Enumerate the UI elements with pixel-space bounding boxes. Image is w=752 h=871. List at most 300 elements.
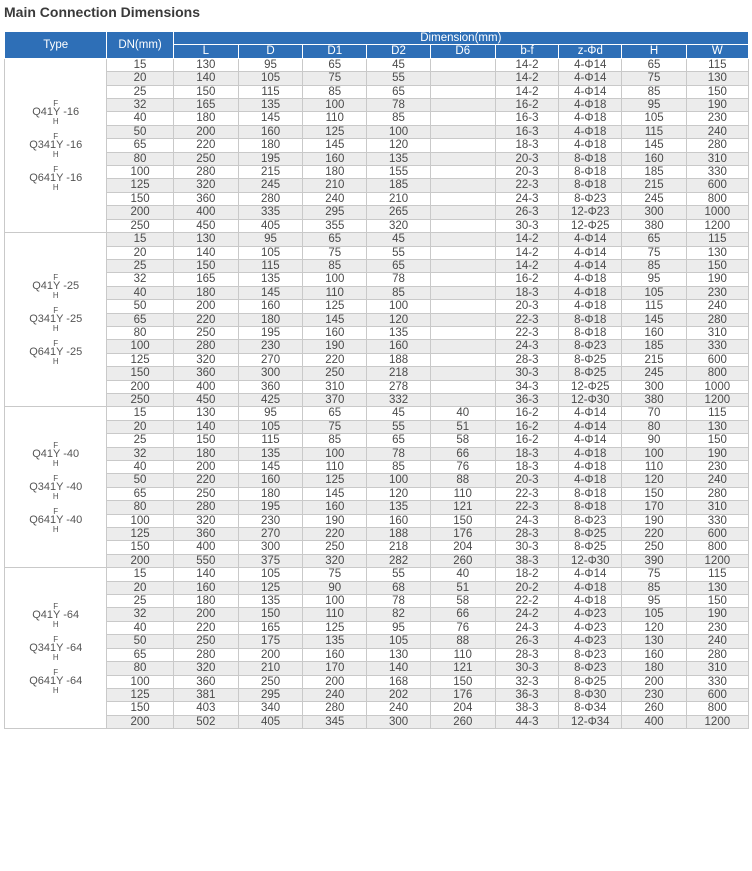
model-main: Q341Y -64	[29, 641, 83, 654]
dimension-cell: 75	[622, 568, 686, 581]
table-row	[5, 353, 749, 366]
dimension-cell: 218	[367, 367, 430, 380]
dimension-cell: 150	[173, 434, 238, 447]
dimension-cell	[430, 367, 495, 380]
dn-cell: 65	[107, 313, 173, 326]
dimension-cell: 8-Φ25	[559, 541, 622, 554]
dimension-cell: 4-Φ14	[559, 434, 622, 447]
dimension-cell: 180	[238, 139, 302, 152]
dimension-cell: 450	[173, 219, 238, 232]
dimension-cell: 76	[430, 621, 495, 634]
dimension-cell: 20-3	[495, 300, 558, 313]
dimension-cell: 260	[622, 702, 686, 715]
dimension-cell: 210	[367, 192, 430, 205]
dimension-cell: 18-3	[495, 139, 558, 152]
table-row	[5, 501, 749, 514]
dimension-cell: 24-3	[495, 514, 558, 527]
dimension-cell: 135	[367, 501, 430, 514]
model-sub: H	[52, 182, 59, 192]
dimension-cell: 125	[303, 474, 367, 487]
table-row	[5, 688, 749, 701]
dimension-cell: 215	[238, 166, 302, 179]
table-row	[5, 192, 749, 205]
dimension-cell: 160	[367, 340, 430, 353]
dn-cell: 25	[107, 259, 173, 272]
dimension-cell: 115	[238, 434, 302, 447]
table-row	[5, 420, 749, 433]
dimension-cell: 405	[238, 715, 302, 728]
dimension-cell: 66	[430, 447, 495, 460]
dimension-cell: 195	[238, 152, 302, 165]
dimension-cell: 115	[238, 259, 302, 272]
dimension-cell: 115	[238, 85, 302, 98]
dimension-cell: 8-Φ25	[559, 675, 622, 688]
dimension-cell: 250	[173, 152, 238, 165]
dimension-cell: 210	[303, 179, 367, 192]
dimension-cell: 100	[303, 447, 367, 460]
dn-cell: 250	[107, 219, 173, 232]
dimension-cell: 121	[430, 662, 495, 675]
dimension-cell: 280	[686, 648, 748, 661]
dimension-cell: 100	[303, 99, 367, 112]
table-row	[5, 286, 749, 299]
dimension-cell: 65	[622, 58, 686, 71]
dimension-cell: 16-2	[495, 407, 558, 420]
dimension-cell: 280	[303, 702, 367, 715]
dimension-cell	[430, 219, 495, 232]
dn-cell: 40	[107, 621, 173, 634]
dimension-cell: 185	[367, 179, 430, 192]
dimension-cell: 95	[367, 621, 430, 634]
dimension-cell: 78	[367, 447, 430, 460]
dimension-cell: 76	[430, 461, 495, 474]
dimension-cell: 188	[367, 528, 430, 541]
dimension-cell: 24-2	[495, 608, 558, 621]
dimension-cell: 140	[173, 568, 238, 581]
dimension-cell: 600	[686, 179, 748, 192]
dimension-cell: 22-3	[495, 487, 558, 500]
dn-cell: 100	[107, 166, 173, 179]
dimension-cell: 370	[303, 393, 367, 406]
dimension-cell: 135	[238, 99, 302, 112]
dimension-cell: 380	[622, 219, 686, 232]
dimension-cell: 185	[622, 340, 686, 353]
dimension-cell	[430, 85, 495, 98]
dimension-cell: 250	[303, 367, 367, 380]
dimension-cell: 155	[367, 166, 430, 179]
dimension-cell: 115	[686, 233, 748, 246]
column-header: L	[173, 45, 238, 58]
dimension-cell: 115	[686, 58, 748, 71]
model-sub: H	[52, 619, 59, 629]
dimension-cell: 355	[303, 219, 367, 232]
dimension-cell: 16-3	[495, 112, 558, 125]
dn-cell: 20	[107, 420, 173, 433]
dimension-cell: 20-3	[495, 166, 558, 179]
table-row	[5, 99, 749, 112]
dimension-cell: 110	[430, 648, 495, 661]
dimension-cell: 8-Φ23	[559, 340, 622, 353]
dimension-cell: 345	[303, 715, 367, 728]
dimension-cell: 400	[173, 206, 238, 219]
dimension-cell: 160	[303, 152, 367, 165]
dimension-cell: 165	[173, 99, 238, 112]
dimension-cell: 105	[367, 635, 430, 648]
dimension-cell: 85	[367, 286, 430, 299]
dimension-cell: 14-2	[495, 72, 558, 85]
model-name	[5, 669, 106, 694]
dn-cell: 25	[107, 85, 173, 98]
dimension-cell: 140	[173, 72, 238, 85]
dimension-cell: 550	[173, 554, 238, 567]
dn-cell: 150	[107, 367, 173, 380]
dimension-cell	[430, 259, 495, 272]
dimension-cell: 204	[430, 702, 495, 715]
dimension-cell: 1200	[686, 715, 748, 728]
dimension-cell: 36-3	[495, 393, 558, 406]
dimension-cell: 20-3	[495, 152, 558, 165]
dn-cell: 65	[107, 648, 173, 661]
dimension-cell: 245	[622, 192, 686, 205]
dimension-cell: 190	[686, 99, 748, 112]
dn-cell: 25	[107, 434, 173, 447]
model-sup: F	[53, 273, 59, 283]
dimension-cell: 240	[303, 688, 367, 701]
dimension-cell: 130	[173, 233, 238, 246]
dimension-cell: 160	[238, 125, 302, 138]
dimension-cell: 75	[622, 246, 686, 259]
dimension-cell: 360	[173, 528, 238, 541]
table-row	[5, 233, 749, 246]
dimension-cell: 150	[430, 514, 495, 527]
dimension-cell: 300	[622, 380, 686, 393]
dimension-cell: 18-3	[495, 286, 558, 299]
dimension-cell: 100	[622, 447, 686, 460]
dimension-cell: 85	[303, 85, 367, 98]
table-row	[5, 246, 749, 259]
model-sub: H	[52, 652, 59, 662]
dimension-cell: 310	[303, 380, 367, 393]
dimension-cell: 55	[367, 72, 430, 85]
dimension-cell: 176	[430, 688, 495, 701]
dn-cell: 200	[107, 206, 173, 219]
dimension-cell	[430, 246, 495, 259]
dimension-cell: 30-3	[495, 219, 558, 232]
dimension-cell: 4-Φ18	[559, 125, 622, 138]
dimension-cell: 330	[686, 514, 748, 527]
dimension-cell: 12-Φ30	[559, 554, 622, 567]
dimension-cell: 200	[173, 461, 238, 474]
dn-cell: 20	[107, 72, 173, 85]
dn-cell: 32	[107, 608, 173, 621]
dimension-cell: 110	[303, 608, 367, 621]
model-main: Q341Y -16	[29, 138, 83, 151]
dimension-cell: 1200	[686, 554, 748, 567]
dimension-cell: 8-Φ23	[559, 514, 622, 527]
dimension-cell: 600	[686, 528, 748, 541]
dimension-cell: 190	[303, 340, 367, 353]
dimension-cell: 105	[622, 286, 686, 299]
dimension-cell: 265	[367, 206, 430, 219]
dimension-cell: 8-Φ18	[559, 326, 622, 339]
dimension-cell: 240	[303, 192, 367, 205]
dn-cell: 15	[107, 568, 173, 581]
dimension-cell: 200	[303, 675, 367, 688]
dimension-cell: 78	[367, 595, 430, 608]
dimension-cell: 332	[367, 393, 430, 406]
dimension-cell: 75	[622, 72, 686, 85]
dimension-cell: 130	[686, 420, 748, 433]
dimension-cell: 4-Φ14	[559, 420, 622, 433]
dn-cell: 80	[107, 501, 173, 514]
table-row	[5, 206, 749, 219]
dimension-cell: 22-3	[495, 501, 558, 514]
dimension-cell: 160	[622, 152, 686, 165]
dimension-cell: 75	[303, 72, 367, 85]
dimension-cell: 145	[238, 112, 302, 125]
dimension-cell: 240	[686, 300, 748, 313]
dimension-cell: 800	[686, 702, 748, 715]
dimension-cell: 95	[238, 58, 302, 71]
dimension-cell: 100	[367, 474, 430, 487]
dimension-cell: 310	[686, 326, 748, 339]
dimension-cell: 40	[430, 568, 495, 581]
dimension-cell: 8-Φ18	[559, 179, 622, 192]
dn-cell: 50	[107, 125, 173, 138]
dimension-cell	[430, 326, 495, 339]
column-header: D	[238, 45, 302, 58]
dimension-cell: 278	[367, 380, 430, 393]
dimension-cell: 120	[622, 621, 686, 634]
dimension-cell: 4-Φ18	[559, 300, 622, 313]
dimension-cell: 300	[238, 541, 302, 554]
dn-cell: 50	[107, 300, 173, 313]
dn-cell: 125	[107, 179, 173, 192]
dimension-cell: 45	[367, 233, 430, 246]
model-name	[5, 307, 106, 332]
dimension-cell: 105	[622, 608, 686, 621]
column-header: D6	[430, 45, 495, 58]
dimension-cell: 190	[686, 447, 748, 460]
dimension-cell: 90	[303, 581, 367, 594]
dimension-cell: 120	[367, 313, 430, 326]
dimension-cell: 150	[430, 675, 495, 688]
dimension-cell: 250	[173, 635, 238, 648]
dimension-cell: 150	[686, 85, 748, 98]
dn-cell: 25	[107, 595, 173, 608]
dn-cell: 150	[107, 192, 173, 205]
dimension-cell: 8-Φ23	[559, 192, 622, 205]
dimension-cell: 4-Φ23	[559, 608, 622, 621]
dimension-cell: 120	[367, 139, 430, 152]
table-row	[5, 58, 749, 71]
table-row	[5, 179, 749, 192]
dimension-cell	[430, 99, 495, 112]
dimension-cell: 8-Φ18	[559, 487, 622, 500]
dn-cell: 200	[107, 380, 173, 393]
dimension-cell: 160	[238, 300, 302, 313]
column-header: b-f	[495, 45, 558, 58]
dimension-cell	[430, 139, 495, 152]
table-row	[5, 340, 749, 353]
dimension-cell: 160	[303, 501, 367, 514]
table-row	[5, 166, 749, 179]
dimension-cell: 4-Φ18	[559, 139, 622, 152]
dimension-cell: 340	[238, 702, 302, 715]
table-header	[5, 32, 749, 59]
table-row	[5, 259, 749, 272]
table-row	[5, 581, 749, 594]
dimension-cell: 135	[238, 595, 302, 608]
dimension-cell: 230	[686, 621, 748, 634]
dn-cell: 150	[107, 702, 173, 715]
dimensions-table	[4, 31, 749, 729]
dn-cell: 32	[107, 99, 173, 112]
dimension-cell: 160	[622, 648, 686, 661]
dimension-cell: 150	[686, 259, 748, 272]
dimension-cell: 14-2	[495, 233, 558, 246]
dimension-cell: 8-Φ18	[559, 166, 622, 179]
dimension-cell: 1000	[686, 206, 748, 219]
dimension-cell: 160	[622, 326, 686, 339]
dimension-cell: 4-Φ18	[559, 286, 622, 299]
dimension-cell: 425	[238, 393, 302, 406]
dimension-cell: 190	[686, 608, 748, 621]
dimension-cell: 8-Φ25	[559, 353, 622, 366]
dimension-cell: 165	[238, 621, 302, 634]
dimension-cell: 160	[238, 474, 302, 487]
table-row	[5, 219, 749, 232]
dimension-cell: 70	[622, 407, 686, 420]
dimension-cell: 20-3	[495, 474, 558, 487]
dimension-cell: 188	[367, 353, 430, 366]
dimension-cell: 220	[173, 621, 238, 634]
table-row	[5, 702, 749, 715]
dimension-cell: 200	[173, 608, 238, 621]
model-main: Q641Y -16	[29, 171, 83, 184]
dimension-cell: 280	[686, 487, 748, 500]
dimension-cell	[430, 72, 495, 85]
model-sub: H	[52, 291, 59, 301]
dimension-cell: 65	[622, 233, 686, 246]
dimension-cell: 115	[622, 125, 686, 138]
dn-cell: 200	[107, 715, 173, 728]
dimension-cell: 185	[622, 166, 686, 179]
dimension-cell	[430, 313, 495, 326]
dimension-cell: 88	[430, 635, 495, 648]
model-sub: H	[52, 116, 59, 126]
dimension-cell: 4-Φ14	[559, 259, 622, 272]
dimension-cell: 250	[173, 487, 238, 500]
dimension-cell: 105	[238, 246, 302, 259]
model-main: Q641Y -25	[29, 346, 83, 359]
dimension-cell: 110	[622, 461, 686, 474]
dimension-cell: 4-Φ14	[559, 58, 622, 71]
dimension-cell: 4-Φ14	[559, 246, 622, 259]
model-sup: F	[53, 98, 59, 108]
dimension-cell	[430, 192, 495, 205]
dimension-cell: 135	[303, 635, 367, 648]
dimension-cell: 150	[173, 85, 238, 98]
dimension-cell: 800	[686, 541, 748, 554]
dimension-cell: 360	[238, 380, 302, 393]
dimension-cell: 160	[367, 514, 430, 527]
dimension-cell: 150	[686, 434, 748, 447]
dn-cell: 125	[107, 688, 173, 701]
dimension-cell: 130	[686, 72, 748, 85]
dimension-cell: 30-3	[495, 662, 558, 675]
dimension-cell: 120	[622, 474, 686, 487]
dimension-cell: 215	[622, 353, 686, 366]
dimension-cell: 110	[430, 487, 495, 500]
table-row	[5, 152, 749, 165]
dimension-cell: 320	[173, 179, 238, 192]
dimension-cell: 115	[622, 300, 686, 313]
dimension-cell: 320	[173, 353, 238, 366]
dimension-cell: 145	[622, 139, 686, 152]
dimension-cell: 282	[367, 554, 430, 567]
dimension-cell: 240	[686, 474, 748, 487]
dimension-cell: 105	[622, 112, 686, 125]
dn-cell: 50	[107, 474, 173, 487]
dimension-cell: 16-2	[495, 434, 558, 447]
dimension-cell: 4-Φ18	[559, 474, 622, 487]
table-row	[5, 474, 749, 487]
dn-cell: 150	[107, 541, 173, 554]
dimension-header: Dimension(mm)	[173, 32, 748, 45]
dimension-cell: 200	[173, 300, 238, 313]
dimension-cell: 140	[173, 420, 238, 433]
dimension-cell: 150	[238, 608, 302, 621]
model-main: Q41Y -16	[32, 105, 80, 118]
dimension-cell: 125	[303, 125, 367, 138]
type-header: Type	[5, 32, 107, 59]
dimension-cell: 220	[173, 313, 238, 326]
model-sub: H	[52, 357, 59, 367]
dimension-cell: 130	[686, 246, 748, 259]
dn-cell: 40	[107, 286, 173, 299]
dimension-cell: 45	[367, 58, 430, 71]
dimension-cell: 8-Φ18	[559, 501, 622, 514]
table-row	[5, 554, 749, 567]
dimension-cell: 200	[622, 675, 686, 688]
dimension-cell: 230	[238, 340, 302, 353]
dimension-cell: 300	[622, 206, 686, 219]
dimension-cell: 240	[686, 635, 748, 648]
table-row	[5, 112, 749, 125]
dimension-cell: 22-2	[495, 595, 558, 608]
dimension-cell: 335	[238, 206, 302, 219]
page-title: Main Connection Dimensions	[4, 4, 201, 20]
dimension-cell	[430, 206, 495, 219]
dimension-cell: 260	[430, 554, 495, 567]
dimension-cell: 85	[303, 259, 367, 272]
dimension-cell: 150	[622, 487, 686, 500]
dn-cell: 100	[107, 340, 173, 353]
dimension-cell: 160	[303, 648, 367, 661]
dimension-cell: 115	[686, 407, 748, 420]
dimension-cell: 95	[622, 273, 686, 286]
table-row	[5, 608, 749, 621]
dimension-cell: 20-2	[495, 581, 558, 594]
dimension-cell: 245	[622, 367, 686, 380]
dimension-cell: 295	[303, 206, 367, 219]
column-header: W	[686, 45, 748, 58]
dimension-cell: 125	[303, 621, 367, 634]
dimension-cell: 170	[303, 662, 367, 675]
dimension-cell: 180	[622, 662, 686, 675]
dimension-cell: 14-2	[495, 58, 558, 71]
